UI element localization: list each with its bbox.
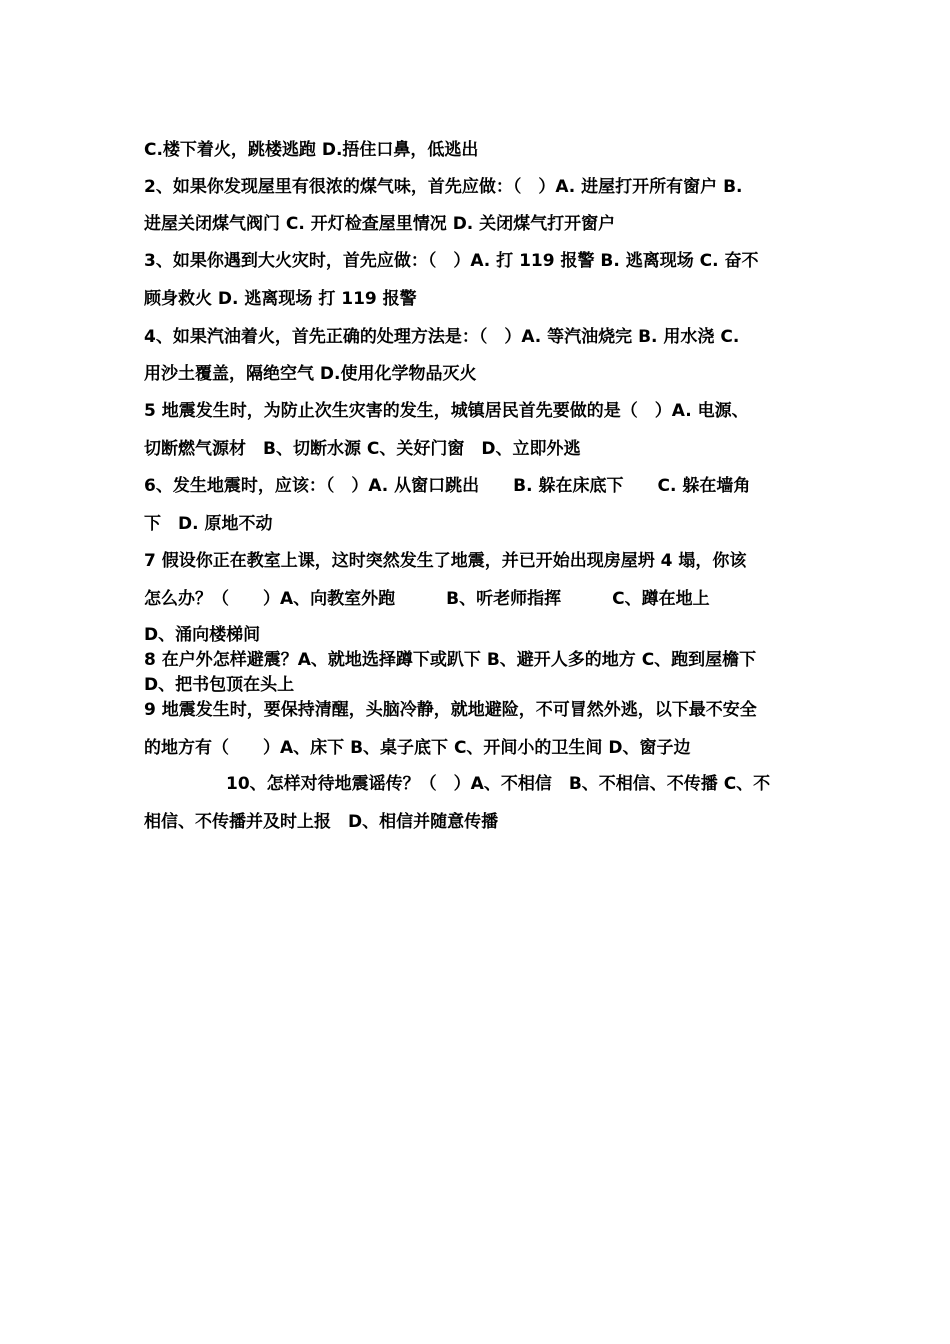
question-10-line-1: 10、怎样对待地震谣传？（ ）A、不相信 B、不相信、不传播 C、不 (226, 774, 771, 794)
question-2-line-2: 进屋关闭煤气阀门 C. 开灯检查屋里情况 D. 关闭煤气打开窗户 (144, 214, 616, 234)
question-3-line-1: 3、如果你遇到大火灾时，首先应做：（ ）A. 打 119 报警 B. 逃离现场 C. 奋不 (144, 251, 759, 271)
question-2-line-1: 2、如果你发现屋里有很浓的煤气味，首先应做：（ ）A. 进屋打开所有窗户 B. (144, 177, 743, 197)
question-7-line-1: 7 假设你正在教室上课，这时突然发生了地震，并已开始出现房屋坍 4 塌，你该 (144, 551, 747, 571)
question-5-line-1: 5 地震发生时，为防止次生灾害的发生，城镇居民首先要做的是（ ）A. 电源、 (144, 401, 749, 421)
question-4-line-2: 用沙土覆盖，隔绝空气 D.使用化学物品灭火 (144, 364, 477, 384)
question-3-line-2: 顾身救火 D. 逃离现场 打 119 报警 (144, 289, 417, 309)
question-6-line-2: 下 D. 原地不动 (144, 514, 273, 534)
question-9-line-1: 9 地震发生时，要保持清醒，头脑冷静，就地避险，不可冒然外逃，以下最不安全 (144, 700, 757, 720)
question-7-line-2: 怎么办？（ ）A、向教室外跑 B、听老师指挥 C、蹲在地上 (144, 589, 710, 609)
question-7-line-3: D、涌向楼梯间 (144, 625, 261, 645)
question-9-line-2: 的地方有（ ）A、床下 B、桌子底下 C、开间小的卫生间 D、窗子边 (144, 738, 691, 758)
question-6-line-1: 6、发生地震时，应该：（ ）A. 从窗口跳出 B. 躲在床底下 C. 躲在墙角 (144, 476, 751, 496)
question-8-line-2: D、把书包顶在头上 (144, 675, 295, 695)
question-8-line-1: 8 在户外怎样避震？A、就地选择蹲下或趴下 B、避开人多的地方 C、跑到屋檐下 (144, 650, 757, 670)
question-10-line-2: 相信、不传播并及时上报 D、相信并随意传播 (144, 812, 499, 832)
question-4-line-1: 4、如果汽油着火，首先正确的处理方法是：（ ）A. 等汽油烧完 B. 用水浇 C. (144, 327, 740, 347)
question-5-line-2: 切断燃气源材 B、切断水源 C、关好门窗 D、立即外逃 (144, 439, 581, 459)
question-1-options-cd: C.楼下着火，跳楼逃跑 D.捂住口鼻，低逃出 (144, 140, 479, 160)
